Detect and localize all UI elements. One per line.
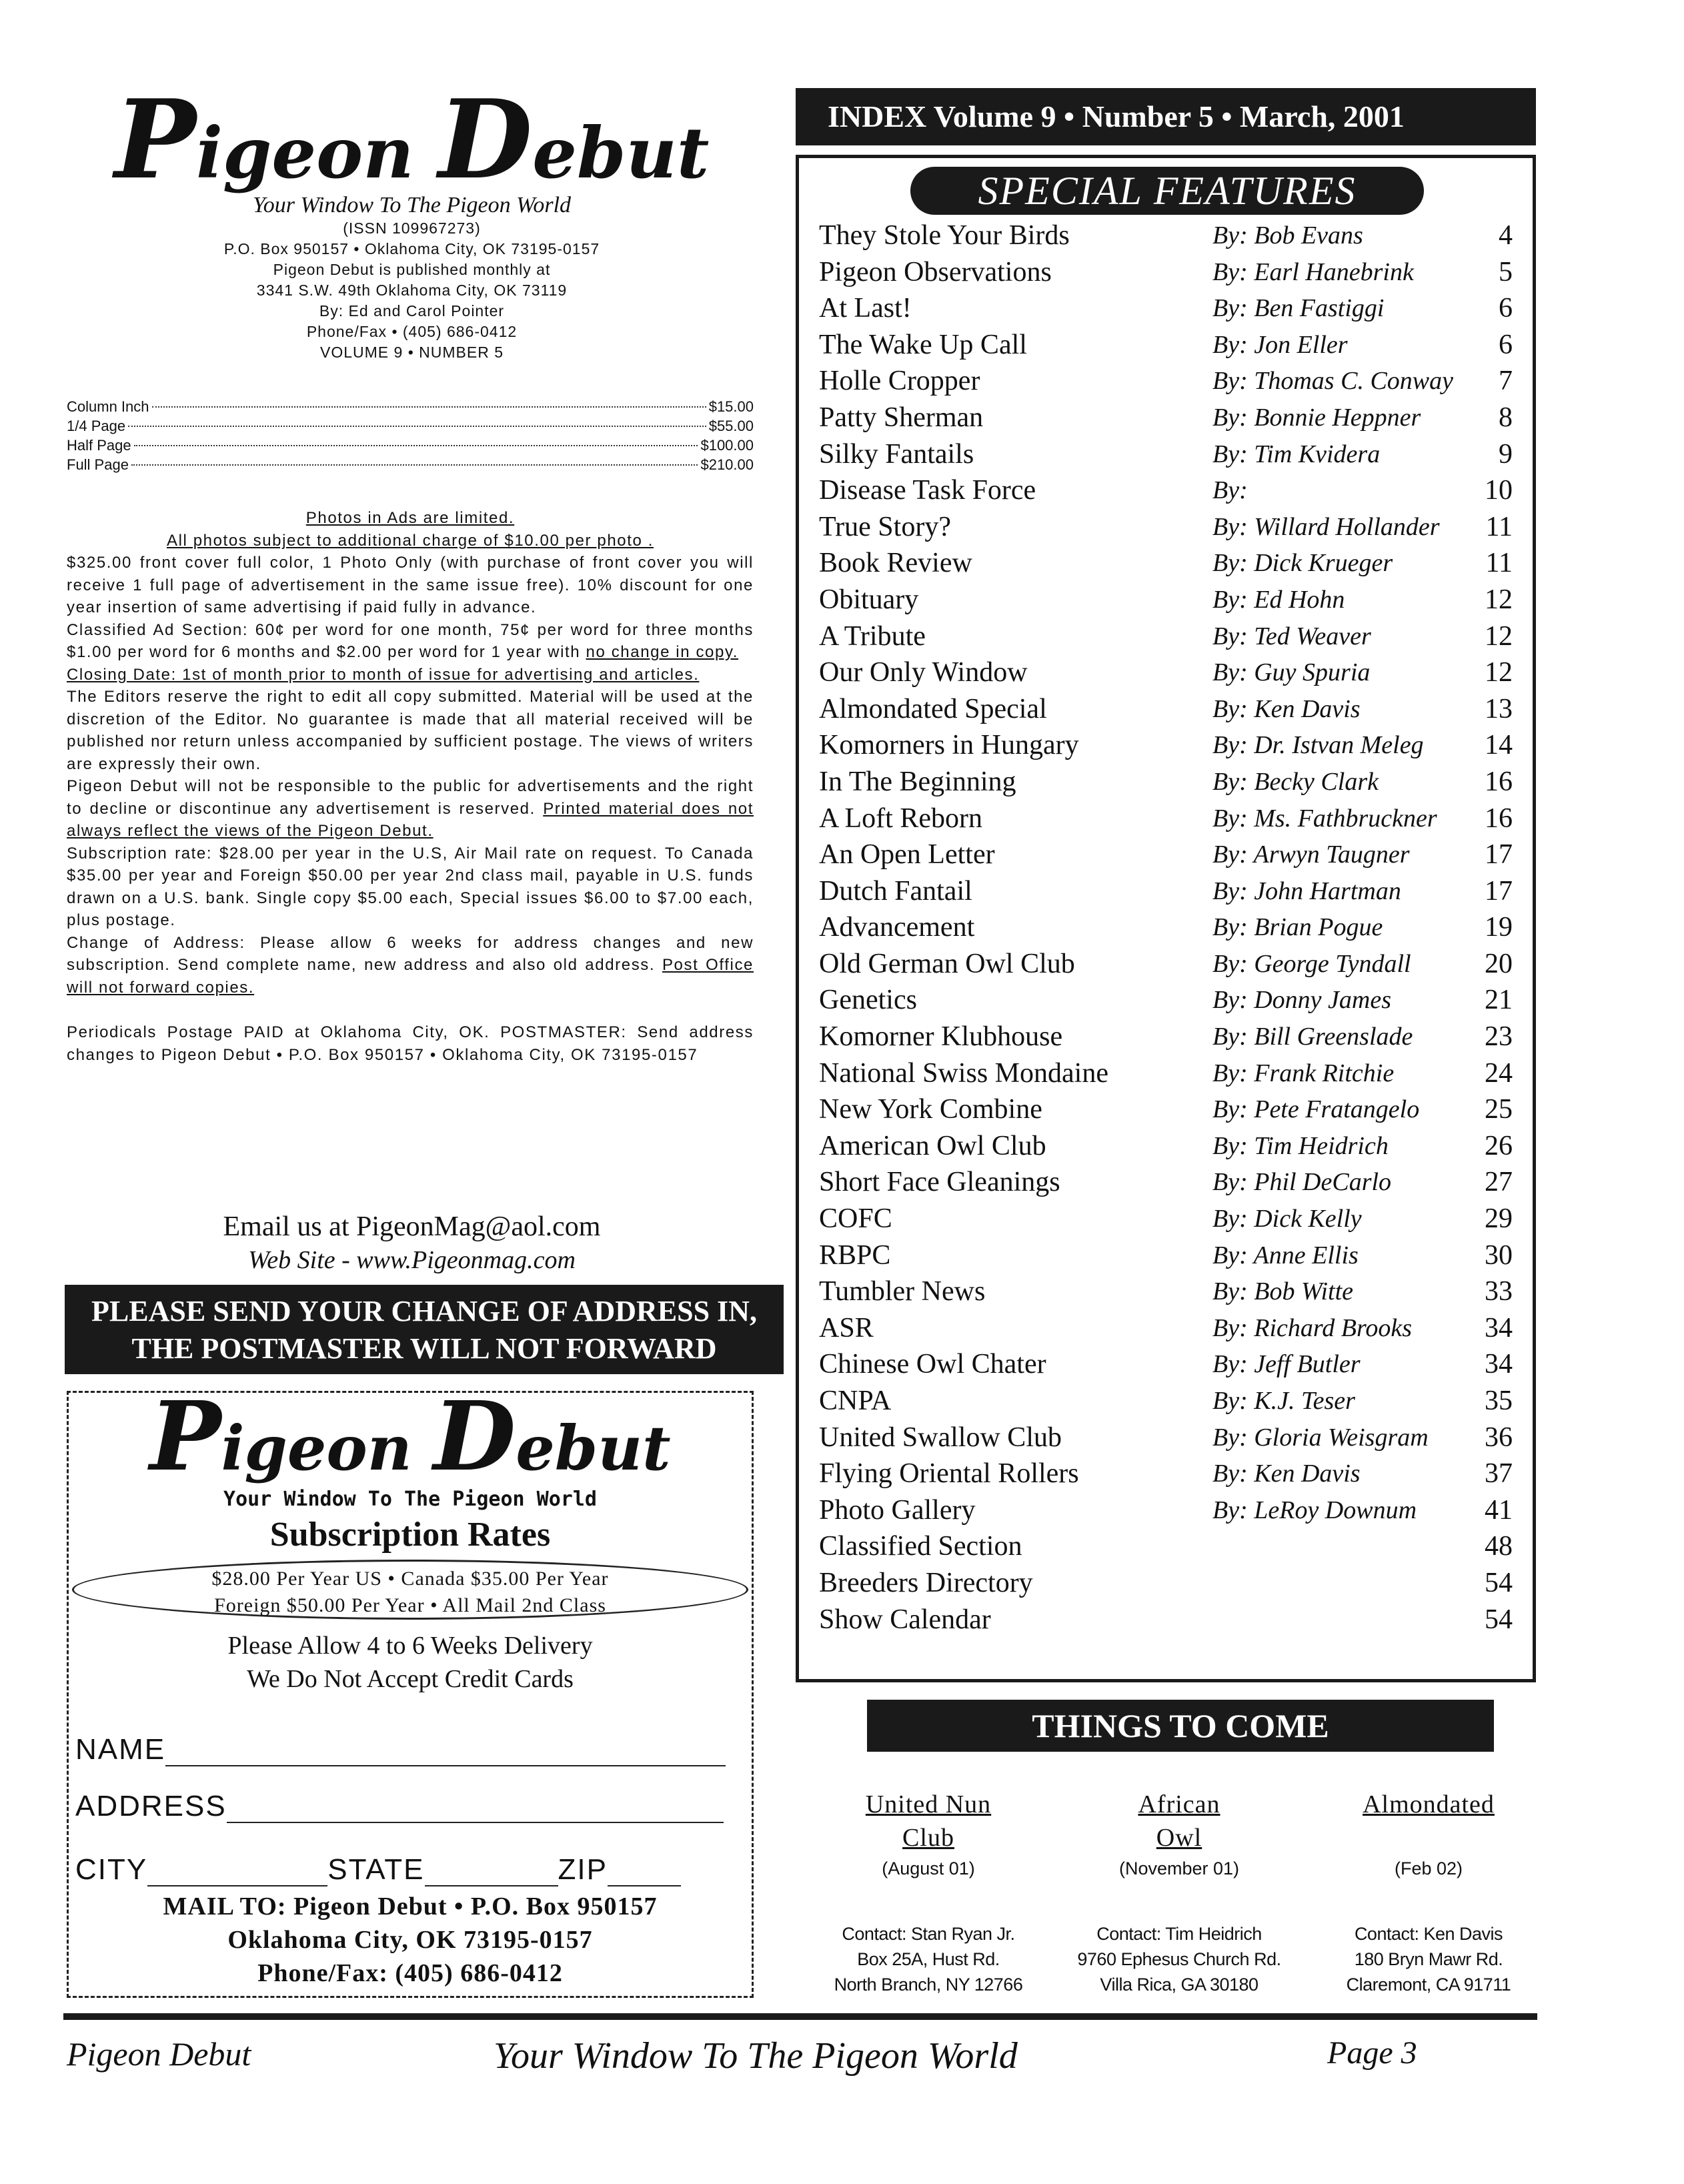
- ad-rate-row: 1/4 Page $55.00: [67, 418, 754, 434]
- article-page: 48: [1485, 1531, 1513, 1562]
- article-title: RBPC: [819, 1239, 891, 1271]
- article-page: 29: [1485, 1203, 1513, 1235]
- address-label: ADDRESS: [75, 1790, 227, 1822]
- article-title: Our Only Window: [819, 657, 1028, 688]
- article-row: [819, 472, 1526, 509]
- article-title: Photo Gallery: [819, 1494, 976, 1526]
- subscription-note: Subscription rate: $28.00 per year in the U.S, Air Mail rate on request. To Canada $35.00 per year and Foreign $50.00 per year 2nd class mail, payable in U.S. funds drawn on a U.S. bank. Single copy $5.00 each, Special issues $6.00 to $7.00 each, plus postage.: [67, 844, 754, 929]
- article-author: By: Ben Fastiggi: [1212, 294, 1385, 323]
- article-page: 54: [1485, 1567, 1513, 1598]
- article-row: [819, 1565, 1526, 1602]
- article-author: By: Ken Davis: [1212, 1460, 1361, 1488]
- photos-charge: All photos subject to additional charge of $10.00 per photo .: [166, 531, 654, 550]
- article-author: By: George Tyndall: [1212, 949, 1411, 978]
- article-title: Tumbler News: [819, 1276, 986, 1307]
- article-author: By: Thomas C. Conway: [1212, 367, 1453, 396]
- article-row: [819, 727, 1526, 764]
- state-label: STATE: [327, 1853, 425, 1886]
- footer-tagline: Your Window To The Pigeon World: [494, 2035, 1018, 2077]
- article-page: 54: [1485, 1604, 1513, 1635]
- article-row: [819, 1019, 1526, 1055]
- ad-rates-table: [67, 397, 754, 474]
- classified-note: Classified Ad Section: 60¢ per word for one month, 75¢ per word for three months $1.00 per word for 6 months and $2.00 per word for 1 year with no change in copy.: [67, 620, 754, 661]
- article-row: [819, 582, 1526, 618]
- article-row: [819, 363, 1526, 400]
- article-row: [819, 837, 1526, 873]
- article-author: By: Brian Pogue: [1212, 913, 1383, 942]
- article-row: [819, 1528, 1526, 1565]
- article-row: [819, 873, 1526, 910]
- zip-label: ZIP: [558, 1853, 608, 1886]
- article-page: 36: [1485, 1422, 1513, 1453]
- event-almondated: Almondated (Feb 02) Contact: Ken Davis 180 Bryn Mawr Rd. Claremont, CA 91711: [1346, 1790, 1511, 1995]
- po-box: P.O. Box 950157 • Oklahoma City, OK 73195-0157: [223, 240, 600, 257]
- masthead-tagline: Your Window To The Pigeon World: [252, 193, 572, 217]
- issn: (ISSN 109967273): [343, 219, 481, 237]
- article-row: [819, 509, 1526, 546]
- change-of-address-note: Change of Address: Please allow 6 weeks for address changes and new subscription. Send complete name, new address and also old address. Post Office will not forward copies.: [67, 933, 754, 997]
- event-united-nun-club: United Nun Club (August 01) Contact: Stan Ryan Jr. Box 25A, Hust Rd. North Branch, NY 12766: [834, 1790, 1023, 1995]
- event-african-owl: African Owl (November 01) Contact: Tim Heidrich 9760 Ephesus Church Rd. Villa Rica, GA 30180: [1077, 1790, 1281, 1995]
- change-of-address-notice: PLEASE SEND YOUR CHANGE OF ADDRESS IN, THE POSTMASTER WILL NOT FORWARD: [65, 1285, 784, 1374]
- article-author: By: Jon Eller: [1212, 330, 1348, 359]
- article-row: [819, 1055, 1526, 1092]
- zip-field[interactable]: [608, 1858, 681, 1886]
- article-title: Disease Task Force: [819, 475, 1036, 506]
- article-title: COFC: [819, 1203, 892, 1235]
- article-row: [819, 217, 1526, 254]
- ad-rate-row: Column Inch $15.00: [67, 398, 754, 415]
- article-row: [819, 654, 1526, 691]
- article-page: 27: [1485, 1167, 1513, 1198]
- article-page: 23: [1485, 1021, 1513, 1053]
- article-title: Flying Oriental Rollers: [819, 1458, 1079, 1490]
- article-page: 11: [1485, 548, 1513, 579]
- article-row: [819, 1456, 1526, 1492]
- article-title: True Story?: [819, 511, 951, 542]
- article-row: [819, 982, 1526, 1019]
- article-title: Genetics: [819, 985, 917, 1016]
- article-title: They Stole Your Birds: [819, 220, 1070, 251]
- masthead: [63, 76, 760, 363]
- article-author: By: Arwyn Taugner: [1212, 841, 1410, 869]
- article-row: [819, 946, 1526, 983]
- article-row: [819, 1273, 1526, 1310]
- article-page: 34: [1485, 1312, 1513, 1343]
- subscription-title: Subscription Rates: [269, 1516, 551, 1554]
- article-author: By: Ken Davis: [1212, 694, 1361, 723]
- page-number: Page 3: [1327, 2035, 1417, 2071]
- subscription-logo: Pigeon Debut: [149, 1380, 671, 1492]
- article-page: 12: [1485, 657, 1513, 688]
- article-row: [819, 1164, 1526, 1201]
- contact-info: [63, 1211, 760, 1275]
- article-title: Chinese Owl Chater: [819, 1349, 1046, 1380]
- article-row: [819, 545, 1526, 582]
- volume-number: VOLUME 9 • NUMBER 5: [320, 344, 504, 361]
- closing-date: Closing Date: 1st of month prior to month of issue for advertising and articles.: [67, 665, 700, 684]
- city-state-zip-row: [75, 1853, 681, 1886]
- article-page: 41: [1485, 1494, 1513, 1526]
- photos-limited: Photos in Ads are limited.: [305, 509, 515, 527]
- article-title: Dutch Fantail: [819, 875, 972, 907]
- article-author: By: Becky Clark: [1212, 767, 1379, 796]
- ad-rate-row: Half Page $100.00: [67, 437, 754, 454]
- article-title: United Swallow Club: [819, 1422, 1062, 1453]
- footer-rule: [63, 2013, 1537, 2020]
- article-row: [819, 1346, 1526, 1383]
- article-author: By: Bob Witte: [1212, 1277, 1354, 1306]
- article-title: At Last!: [819, 293, 912, 324]
- article-author: By: LeRoy Downum: [1212, 1496, 1417, 1524]
- article-page: 11: [1485, 511, 1513, 542]
- postage-note: Periodicals Postage PAID at Oklahoma City, OK. POSTMASTER: Send address changes to Pigeon Debut • P.O. Box 950157 • Oklahoma City, OK 73195-0157: [67, 1023, 754, 1064]
- article-row: [819, 1091, 1526, 1128]
- article-page: 5: [1499, 256, 1513, 288]
- mail-to-address: MAIL TO: Pigeon Debut • P.O. Box 950157 Oklahoma City, OK 73195-0157 Phone/Fax: (405) 686-0412: [163, 1892, 658, 1987]
- address-field[interactable]: [227, 1795, 724, 1823]
- article-author: By: Ed Hohn: [1212, 585, 1345, 614]
- web-site: Web Site - www.Pigeonmag.com: [248, 1246, 576, 1274]
- advertising-policy: [67, 507, 754, 1066]
- article-title: Book Review: [819, 548, 972, 579]
- article-title: Pigeon Observations: [819, 256, 1052, 288]
- article-row: [819, 1237, 1526, 1274]
- address-field-row: [75, 1790, 724, 1823]
- article-page: 17: [1485, 875, 1513, 907]
- article-page: 17: [1485, 839, 1513, 871]
- article-page: 14: [1485, 730, 1513, 761]
- article-title: Komorners in Hungary: [819, 730, 1079, 761]
- article-title: Show Calendar: [819, 1604, 991, 1635]
- publishers: By: Ed and Carol Pointer: [319, 302, 505, 320]
- state-field[interactable]: [425, 1858, 558, 1886]
- article-title: Patty Sherman: [819, 402, 984, 433]
- article-title: American Owl Club: [819, 1130, 1046, 1161]
- article-author: By: Guy Spuria: [1212, 658, 1371, 687]
- responsibility-note: Pigeon Debut will not be responsible to the public for advertisements and the right to decline or discontinue any advertisement is reserved. Printed material does not always reflect the views of the Pigeon Debut.: [67, 777, 754, 840]
- article-page: 12: [1485, 620, 1513, 652]
- article-title: New York Combine: [819, 1094, 1042, 1125]
- article-title: Almondated Special: [819, 693, 1047, 724]
- article-author: By: Ted Weaver: [1212, 622, 1371, 650]
- subscription-rates-oval: $28.00 Per Year US • Canada $35.00 Per Year Foreign $50.00 Per Year • All Mail 2nd Class: [72, 1560, 748, 1620]
- article-title: Short Face Gleanings: [819, 1167, 1060, 1198]
- article-title: CNPA: [819, 1386, 892, 1416]
- editors-note: The Editors reserve the right to edit all copy submitted. Material will be used at the discretion of the Editor. No guarantee is made that all material received will be published nor return unless accompanied by sufficient postage. The views of writers are expressly their own.: [67, 688, 754, 773]
- street-address: 3341 S.W. 49th Oklahoma City, OK 73119: [256, 282, 568, 299]
- article-page: 25: [1485, 1094, 1513, 1125]
- article-title: Obituary: [819, 584, 919, 615]
- article-page: 21: [1485, 985, 1513, 1016]
- article-row: [819, 1383, 1526, 1420]
- subscription-tagline: Your Window To The Pigeon World: [223, 1488, 597, 1511]
- article-title: National Swiss Mondaine: [819, 1057, 1108, 1089]
- article-author: By: Earl Hanebrink: [1212, 257, 1414, 286]
- article-title: In The Beginning: [819, 766, 1016, 797]
- article-page: 20: [1485, 948, 1513, 979]
- article-author: By:: [1212, 476, 1248, 505]
- article-title: Komorner Klubhouse: [819, 1021, 1063, 1053]
- article-author: By: Dick Krueger: [1212, 549, 1393, 578]
- article-row: [819, 1310, 1526, 1347]
- article-page: 4: [1499, 220, 1513, 251]
- article-page: 12: [1485, 584, 1513, 615]
- article-row: [819, 1602, 1526, 1638]
- article-title: The Wake Up Call: [819, 329, 1027, 360]
- index-header: INDEX Volume 9 • Number 5 • March, 2001: [796, 88, 1536, 145]
- article-title: An Open Letter: [819, 839, 995, 871]
- article-row: [819, 800, 1526, 837]
- article-page: 33: [1485, 1276, 1513, 1307]
- article-title: Classified Section: [819, 1531, 1022, 1562]
- article-author: By: Dr. Istvan Meleg: [1212, 731, 1424, 760]
- masthead-logo: Pigeon Debut: [114, 76, 710, 203]
- article-author: By: Jeff Butler: [1212, 1350, 1361, 1379]
- article-page: 34: [1485, 1349, 1513, 1380]
- article-author: By: Anne Ellis: [1212, 1241, 1359, 1269]
- article-title: Advancement: [819, 912, 975, 943]
- article-row: [819, 290, 1526, 327]
- article-row: [819, 1420, 1526, 1456]
- article-row: [819, 254, 1526, 291]
- article-author: By: Richard Brooks: [1212, 1313, 1412, 1342]
- article-title: A Tribute: [819, 620, 926, 652]
- article-list: [819, 217, 1526, 1638]
- article-row: [819, 400, 1526, 436]
- article-title: Holle Cropper: [819, 366, 980, 397]
- article-row: [819, 436, 1526, 473]
- special-features-banner: SPECIAL FEATURES: [910, 167, 1424, 215]
- article-page: 30: [1485, 1239, 1513, 1271]
- article-row: [819, 327, 1526, 364]
- email-address: Email us at PigeonMag@aol.com: [223, 1211, 601, 1242]
- article-page: 10: [1485, 475, 1513, 506]
- article-page: 8: [1499, 402, 1513, 433]
- city-label: CITY: [75, 1853, 148, 1886]
- article-page: 35: [1485, 1386, 1513, 1416]
- article-page: 9: [1499, 438, 1513, 470]
- article-page: 6: [1499, 293, 1513, 324]
- article-row: [819, 1201, 1526, 1237]
- article-row: [819, 618, 1526, 655]
- article-author: By: Donny James: [1212, 986, 1392, 1015]
- article-row: [819, 909, 1526, 946]
- subscription-form: [67, 1380, 754, 1998]
- article-author: By: Dick Kelly: [1212, 1205, 1362, 1233]
- article-row: [819, 1492, 1526, 1529]
- article-page: 7: [1499, 366, 1513, 397]
- published-note: Pigeon Debut is published monthly at: [273, 261, 551, 278]
- article-author: By: Ms. Fathbruckner: [1212, 804, 1437, 833]
- article-author: By: Gloria Weisgram: [1212, 1423, 1429, 1452]
- article-row: [819, 764, 1526, 800]
- article-page: 26: [1485, 1130, 1513, 1161]
- article-title: Old German Owl Club: [819, 948, 1075, 979]
- masthead-info: [63, 218, 760, 363]
- article-page: 16: [1485, 802, 1513, 834]
- article-author: By: John Hartman: [1212, 877, 1401, 905]
- article-page: 13: [1485, 693, 1513, 724]
- front-cover-note: $325.00 front cover full color, 1 Photo Only (with purchase of front cover you will receive 1 full page of advertisement in the same issue free). 10% discount for one year insertion of same advertising if paid fully in advance.: [67, 554, 754, 616]
- name-label: NAME: [75, 1733, 166, 1766]
- article-page: 19: [1485, 912, 1513, 943]
- article-author: By: Bill Greenslade: [1212, 1023, 1413, 1051]
- article-title: Breeders Directory: [819, 1567, 1033, 1598]
- article-title: Silky Fantails: [819, 438, 974, 470]
- phone: Phone/Fax • (405) 686-0412: [306, 323, 518, 340]
- article-author: By: Tim Kvidera: [1212, 440, 1381, 468]
- article-author: By: K.J. Teser: [1212, 1387, 1355, 1415]
- article-author: By: Willard Hollander: [1212, 512, 1440, 541]
- article-page: 37: [1485, 1458, 1513, 1490]
- article-title: A Loft Reborn: [819, 802, 982, 834]
- city-field[interactable]: [147, 1858, 327, 1886]
- article-author: By: Frank Ritchie: [1212, 1059, 1395, 1087]
- article-author: By: Bob Evans: [1212, 221, 1363, 249]
- things-to-come-title: THINGS TO COME: [867, 1700, 1494, 1752]
- delivery-note: Please Allow 4 to 6 Weeks Delivery We Do Not Accept Credit Cards: [227, 1632, 593, 1693]
- article-page: 6: [1499, 329, 1513, 360]
- article-author: By: Bonnie Heppner: [1212, 403, 1421, 432]
- article-author: By: Pete Fratangelo: [1212, 1095, 1420, 1124]
- article-author: By: Tim Heidrich: [1212, 1131, 1389, 1160]
- article-page: 16: [1485, 766, 1513, 797]
- ad-rate-row: Full Page $210.00: [67, 456, 754, 473]
- name-field-row: [75, 1733, 726, 1766]
- article-page: 24: [1485, 1057, 1513, 1089]
- article-author: By: Phil DeCarlo: [1212, 1168, 1392, 1197]
- article-title: ASR: [819, 1312, 874, 1343]
- footer-publication: Pigeon Debut: [67, 2035, 251, 2073]
- article-row: [819, 1128, 1526, 1165]
- article-row: [819, 691, 1526, 728]
- name-field[interactable]: [165, 1738, 726, 1766]
